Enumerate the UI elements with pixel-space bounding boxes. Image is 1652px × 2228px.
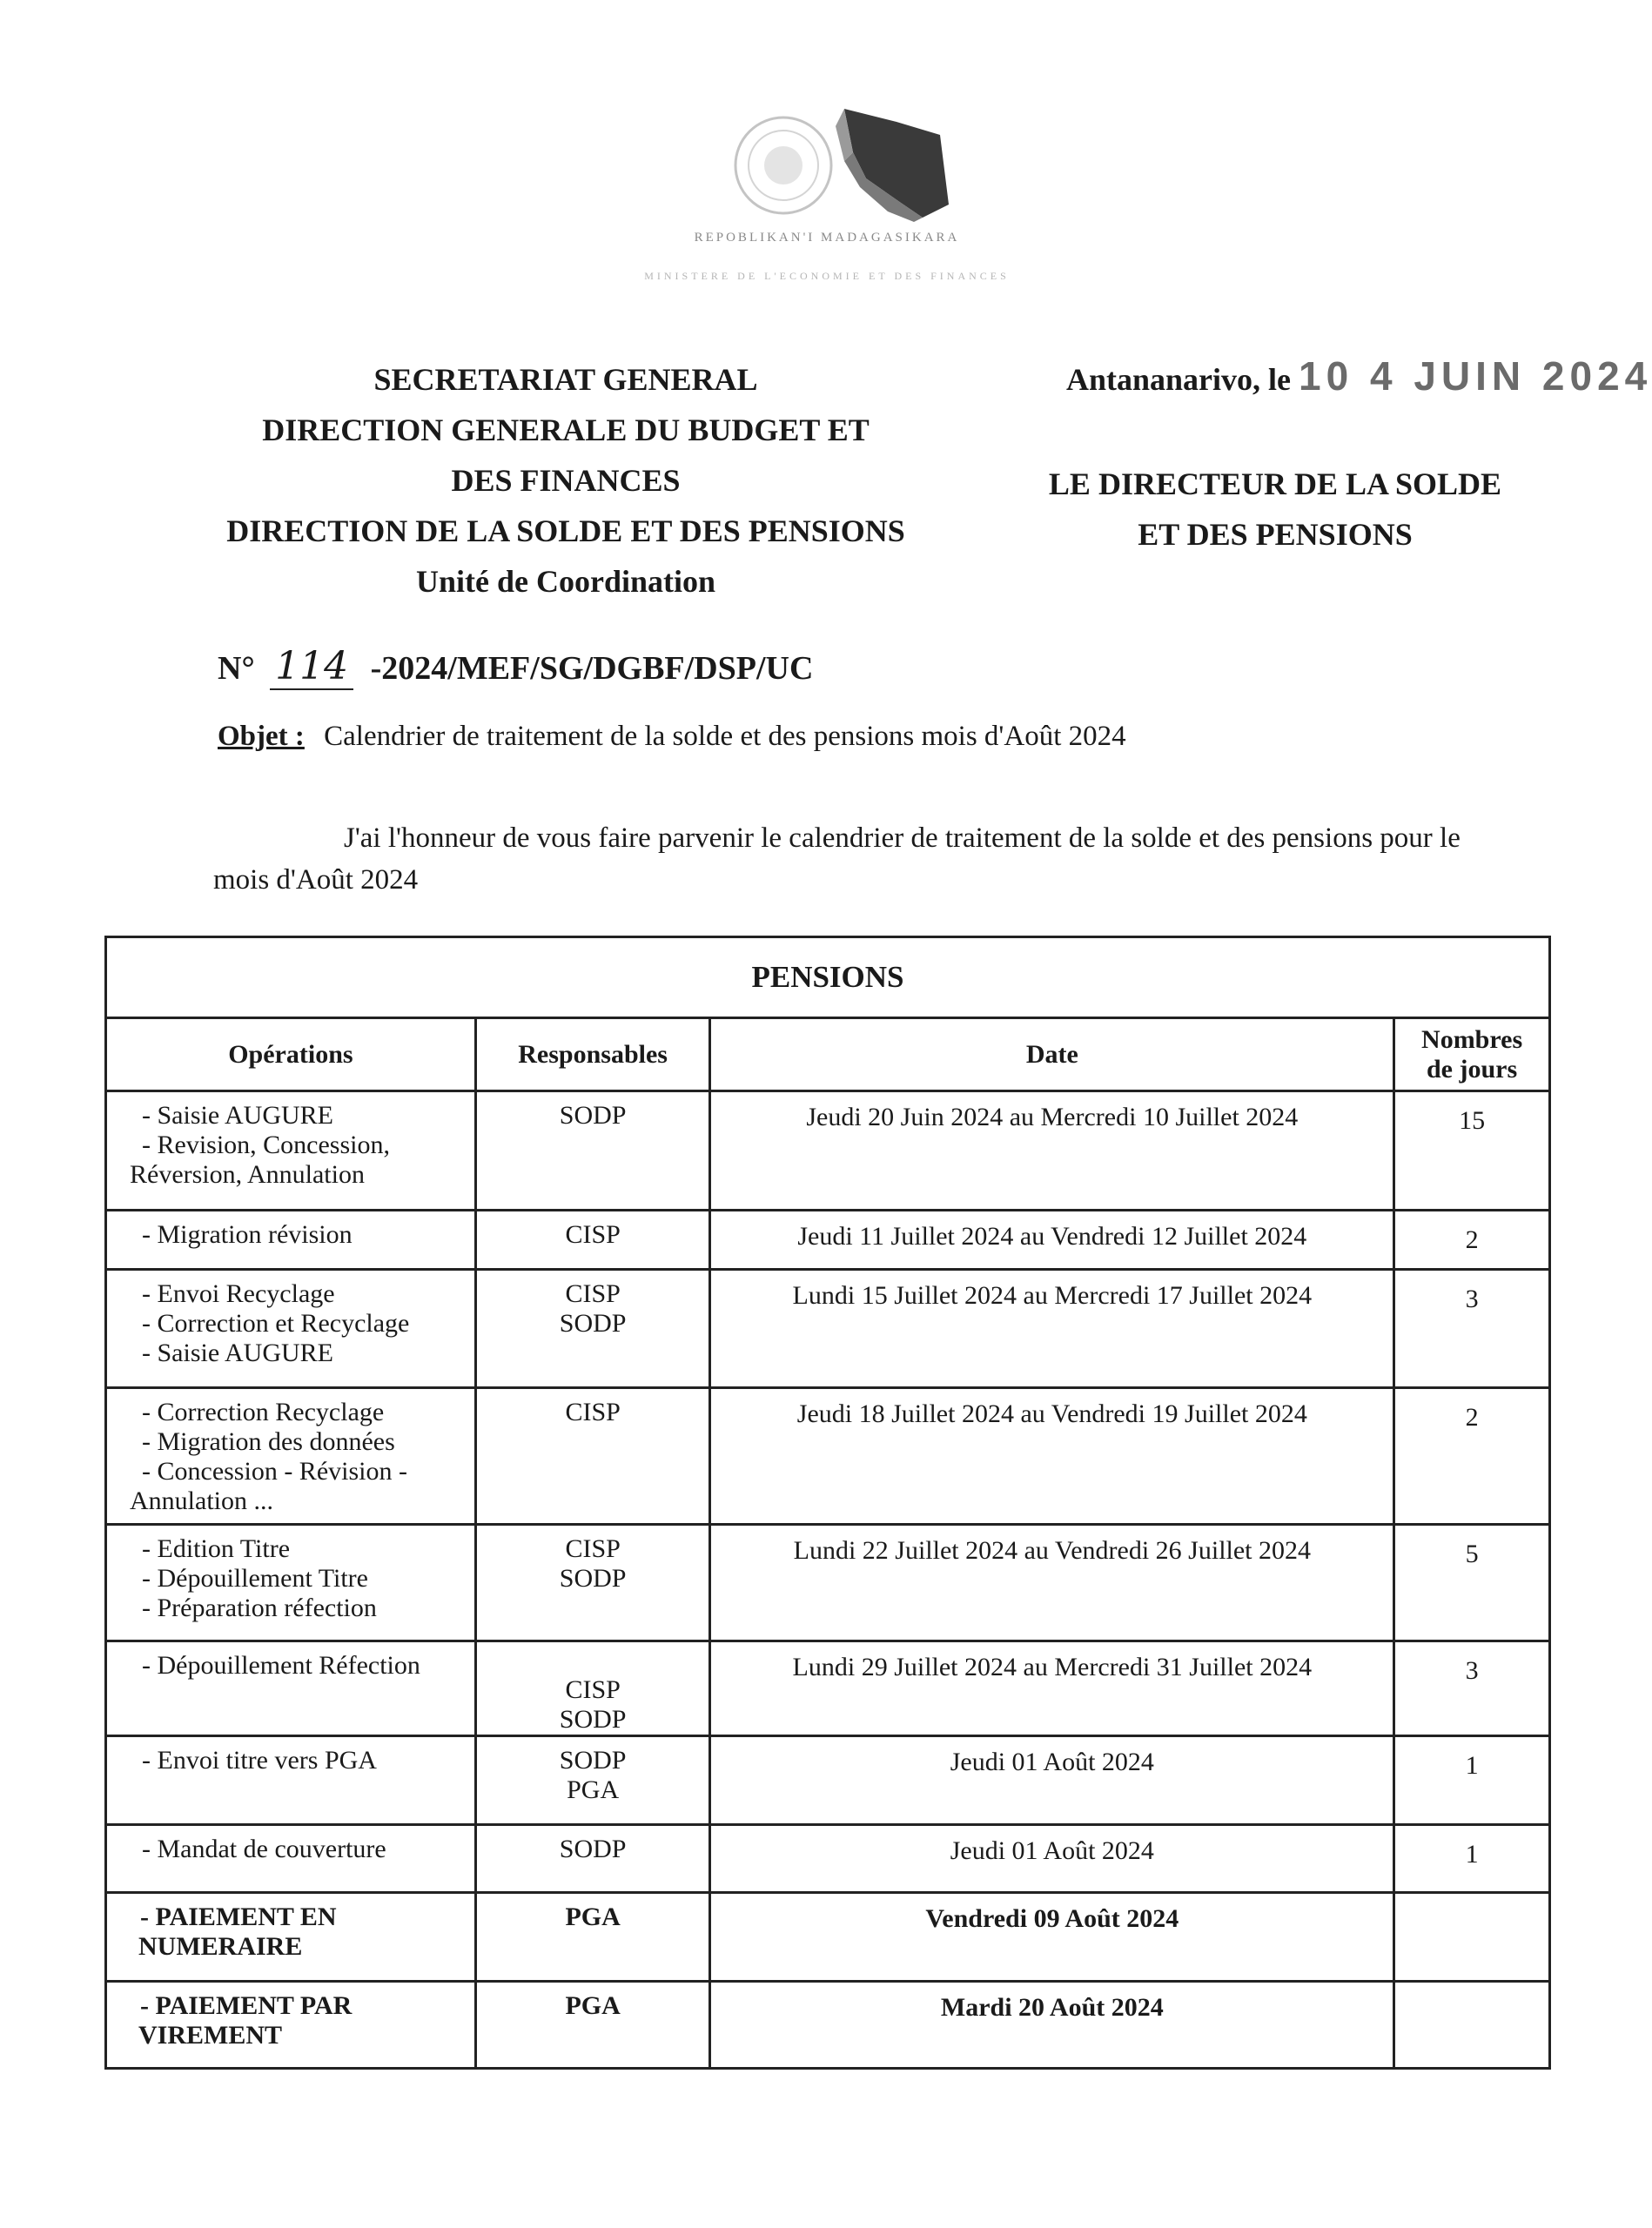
objet-label: Objet : [218, 721, 305, 752]
operation-item: - Revision, Concession, [142, 1131, 390, 1159]
direction-generale-heading-2: DES FINANCES [451, 463, 681, 498]
days-cell: 3 [1394, 1270, 1550, 1388]
reference-number [218, 644, 813, 688]
table-title: PENSIONS [106, 937, 1550, 1018]
responsable: CISP [565, 1675, 621, 1704]
days-cell [1394, 1982, 1550, 2069]
responsable: CISP [565, 1398, 621, 1426]
reference-handwritten-number: 114 [270, 644, 353, 690]
days-cell: 15 [1394, 1091, 1550, 1211]
table-row [106, 1388, 1550, 1525]
table-row [106, 1825, 1550, 1893]
responsables-cell [475, 1211, 710, 1270]
reference-suffix: -2024/MEF/SG/DGBF/DSP/UC [370, 650, 814, 687]
operations-cell [106, 1270, 476, 1388]
objet-line [218, 721, 1126, 753]
operation-item: - PAIEMENT EN [140, 1903, 337, 1931]
responsable: SODP [559, 1835, 627, 1863]
responsables-cell [475, 1641, 710, 1736]
operation-item: - Concession - Révision - [142, 1457, 407, 1486]
header-days-line-2: de jours [1427, 1054, 1518, 1084]
responsable: PGA [565, 1903, 621, 1931]
direction-generale-heading: DIRECTION GENERALE DU BUDGET ET [262, 413, 870, 447]
place-date [1066, 352, 1652, 399]
direction-solde-heading: DIRECTION DE LA SOLDE ET DES PENSIONS [226, 513, 905, 548]
operation-item: - Dépouillement Réfection [142, 1651, 420, 1680]
table-row [106, 1736, 1550, 1825]
date-cell: Lundi 15 Juillet 2024 au Mercredi 17 Juillet 2024 [710, 1270, 1394, 1388]
operation-item: - Saisie AUGURE [142, 1101, 333, 1130]
operations-cell [106, 1825, 476, 1893]
responsables-cell [475, 1736, 710, 1825]
date-cell: Jeudi 01 Août 2024 [710, 1736, 1394, 1825]
responsable: PGA [567, 1775, 620, 1804]
place-label: Antananarivo, le [1066, 362, 1292, 397]
operations-cell [106, 1641, 476, 1736]
operation-item: - Migration révision [142, 1220, 353, 1249]
operations-cell [106, 1091, 476, 1211]
date-stamp: 10 4 JUIN 2024 [1299, 353, 1652, 399]
responsable: SODP [559, 1564, 627, 1593]
date-cell: Mardi 20 Août 2024 [710, 1982, 1394, 2069]
operation-item: Annulation ... [130, 1486, 273, 1515]
operations-cell [106, 1736, 476, 1825]
republic-line: REPOBLIKAN'I MADAGASIKARA [694, 231, 960, 245]
date-cell: Jeudi 18 Juillet 2024 au Vendredi 19 Juillet 2024 [710, 1388, 1394, 1525]
operation-item: - Correction Recyclage [142, 1398, 385, 1426]
responsable: PGA [565, 1991, 621, 2020]
operation-item: - PAIEMENT PAR [140, 1991, 353, 2020]
date-cell: Lundi 22 Juillet 2024 au Vendredi 26 Juillet 2024 [710, 1525, 1394, 1641]
days-cell: 1 [1394, 1825, 1550, 1893]
unit-heading: Unité de Coordination [415, 564, 716, 599]
operations-cell [106, 1525, 476, 1641]
table-row [106, 1091, 1550, 1211]
operations-cell [106, 1982, 476, 2069]
days-cell: 5 [1394, 1525, 1550, 1641]
operation-item: - Mandat de couverture [142, 1835, 386, 1863]
responsable: SODP [559, 1705, 627, 1734]
header-responsables: Responsables [475, 1018, 710, 1091]
table-row [106, 1893, 1550, 1982]
operation-item: - Migration des données [142, 1427, 395, 1456]
responsables-cell [475, 1893, 710, 1982]
objet-text: Calendrier de traitement de la solde et des pensions mois d'Août 2024 [324, 721, 1126, 752]
responsable: CISP [565, 1279, 621, 1308]
header-operations: Opérations [106, 1018, 476, 1091]
body-paragraph-line-1: J'ai l'honneur de vous faire parvenir le calendrier de traitement de la solde et des pensions pour le [344, 822, 1461, 854]
responsable: CISP [565, 1534, 621, 1563]
operation-item: - Saisie AUGURE [142, 1339, 333, 1367]
operations-cell [106, 1388, 476, 1525]
responsable: SODP [559, 1309, 627, 1338]
days-cell: 2 [1394, 1388, 1550, 1525]
operation-item: - Envoi Recyclage [142, 1279, 335, 1308]
body-paragraph-line-2: mois d'Août 2024 [213, 864, 419, 896]
days-cell [1394, 1893, 1550, 1982]
table-row [106, 1211, 1550, 1270]
header-days [1394, 1018, 1550, 1091]
table-row [106, 1525, 1550, 1641]
operation-item: - Envoi titre vers PGA [142, 1746, 377, 1775]
responsables-cell [475, 1825, 710, 1893]
ministry-emblem [714, 100, 957, 231]
secretariat-heading: SECRETARIAT GENERAL [373, 362, 758, 397]
days-cell: 1 [1394, 1736, 1550, 1825]
table-row [106, 1270, 1550, 1388]
date-cell: Jeudi 01 Août 2024 [710, 1825, 1394, 1893]
operation-item: - Dépouillement Titre [142, 1564, 368, 1593]
date-cell: Jeudi 11 Juillet 2024 au Vendredi 12 Juillet 2024 [710, 1211, 1394, 1270]
date-cell: Jeudi 20 Juin 2024 au Mercredi 10 Juillet 2024 [710, 1091, 1394, 1211]
director-title: LE DIRECTEUR DE LA SOLDE [1048, 466, 1502, 501]
responsable: CISP [565, 1220, 621, 1249]
responsables-cell [475, 1525, 710, 1641]
operation-item: NUMERAIRE [138, 1932, 303, 1961]
table-row [106, 1641, 1550, 1736]
responsable: SODP [559, 1746, 627, 1775]
operation-item: - Correction et Recyclage [142, 1309, 410, 1338]
pensions-schedule-table [104, 936, 1551, 2070]
director-title-2: ET DES PENSIONS [1138, 517, 1413, 552]
responsables-cell [475, 1270, 710, 1388]
operation-item: - Préparation réfection [142, 1594, 377, 1622]
responsables-cell [475, 1091, 710, 1211]
ministry-line: MINISTERE DE L'ECONOMIE ET DES FINANCES [644, 270, 1010, 282]
header-date: Date [710, 1018, 1394, 1091]
responsable: SODP [559, 1101, 627, 1130]
days-cell: 2 [1394, 1211, 1550, 1270]
operations-cell [106, 1211, 476, 1270]
days-cell: 3 [1394, 1641, 1550, 1736]
date-cell: Lundi 29 Juillet 2024 au Mercredi 31 Juillet 2024 [710, 1641, 1394, 1736]
reference-prefix: N° [218, 650, 255, 687]
responsables-cell [475, 1388, 710, 1525]
date-cell: Vendredi 09 Août 2024 [710, 1893, 1394, 1982]
operation-item: VIREMENT [138, 2021, 283, 2050]
header-days-line-1: Nombres [1421, 1024, 1523, 1054]
responsables-cell [475, 1982, 710, 2069]
table-row [106, 1982, 1550, 2069]
operation-item: Réversion, Annulation [130, 1160, 365, 1189]
operation-item: - Edition Titre [142, 1534, 291, 1563]
operations-cell [106, 1893, 476, 1982]
